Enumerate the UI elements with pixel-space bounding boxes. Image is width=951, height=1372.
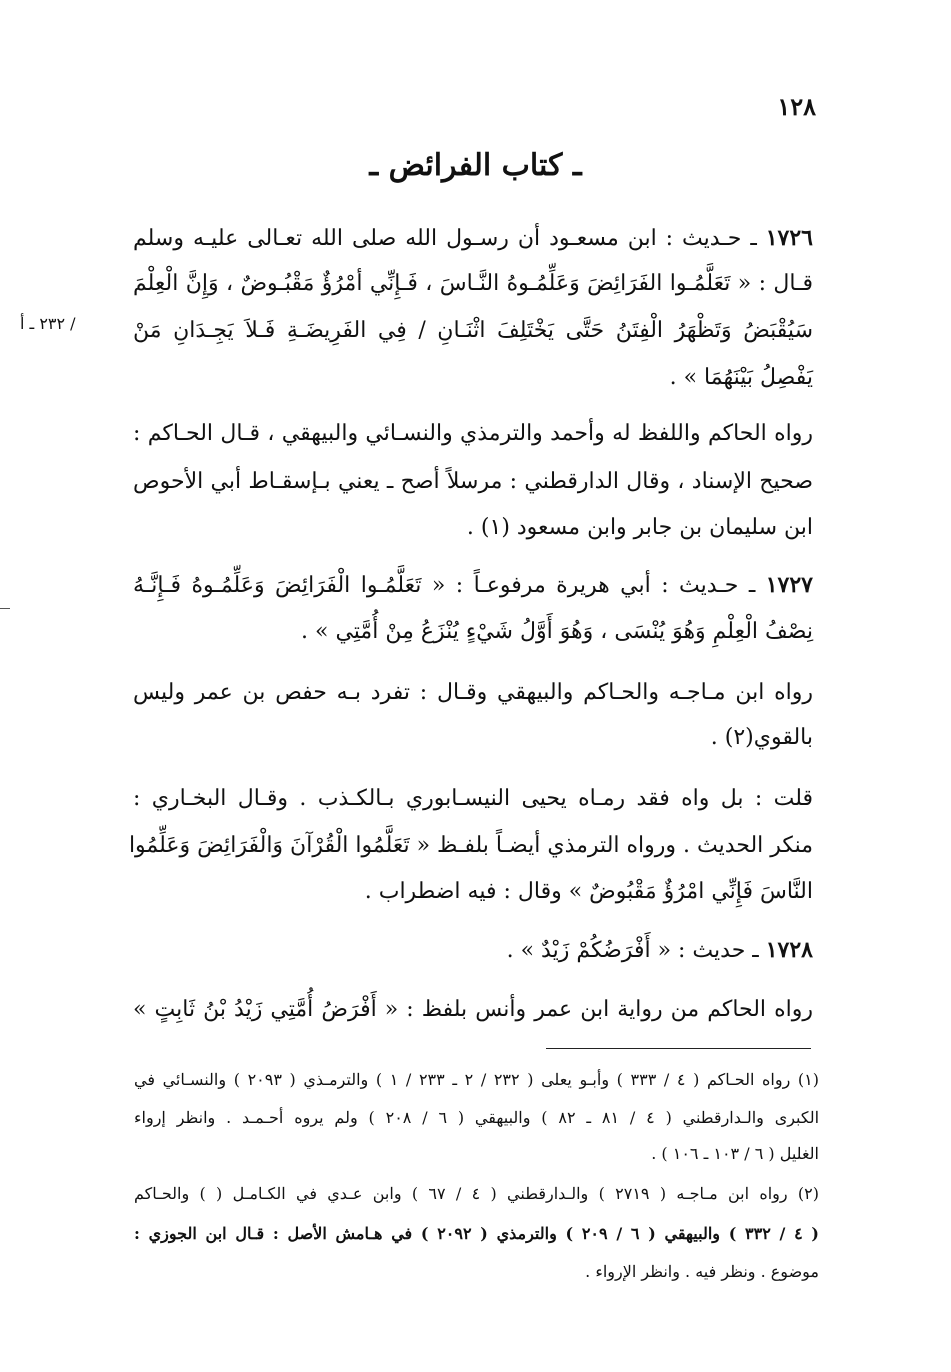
hadith-number: ١٧٢٦ — [765, 225, 813, 251]
commentary-1727-line-1: رواه ابن مـاجـه والحـاكم والبيهقي وقـال : تفرد بـه حفص بن عمر وليس — [133, 680, 813, 705]
commentary-1728-line-1: رواه الحاكم من رواية ابن عمر وأنس بلفظ : « أَفْرَضُ أُمَّتِي زَيْدُ بْنُ ثَابِتٍ » — [133, 997, 813, 1022]
page-number: ١٢٨ — [777, 92, 816, 121]
commentary-1727-line-2: بالقوي(٢) . — [710, 725, 813, 750]
hadith-1727-line-1: ١٧٢٧ ـ حـديث : أبي هريرة مرفوعـاً : « تَعَلَّمُـوا الْفَرَائِضَ وَعَلِّمُـوهُ فَـإِنَّـهُ — [133, 572, 813, 598]
hadith-1728-line-1: ١٧٢٨ ـ حديث : « أَفْرَضُكُمْ زَيْدٌ » . — [506, 937, 813, 963]
hadith-1726-line-1: ١٧٢٦ ـ حـديث : ابن مسعـود أن رسـول الله صلى الله تعـالى عليـه وسلم — [133, 225, 813, 251]
footnote-2-line-2: ( ٤ / ٣٣٢ ) والبيهقي ( ٦ / ٢٠٩ ) والترمذي ( ٢٠٩٢ ) في هـامش الأصل : قـال ابن الجوزي : — [134, 1224, 819, 1243]
footnote-1-line-3: الغليل ( ٦ / ١٠٣ ـ ١٠٦ ) . — [651, 1144, 819, 1163]
footnote-1-line-1: (١) رواه الحـاكم ( ٤ / ٣٣٣ ) وأبـو يعلى ( ٢٣٢ / ٢ ـ ٢٣٣ / ١ ) والترمـذي ( ٢٠٩٣ ) والنسـائي في — [134, 1070, 820, 1089]
hadith-1727-line-2: نِصْفُ الْعِلْمِ وَهُوَ يُنْسَى ، وَهُوَ أَوَّلُ شَيْءٍ يُنْزَعُ مِنْ أُمَّتِي » . — [301, 619, 813, 644]
footnote-divider — [546, 1048, 811, 1049]
scan-artifact-mark — [0, 608, 10, 609]
hadith-1726-line-3: سَيُقْبَضُ وَتَظْهَرُ الْفِتَنُ حَتَّى يَخْتَلِفَ اثْنَـانِ / فِي الفَرِيضَـةِ فَـلاَ يَجِـدَانِ مَنْ — [133, 318, 813, 343]
footnote-2-line-1: (٢) رواه ابن مـاجـه ( ٢٧١٩ ) والـدارقطني ( ٤ / ٦٧ ) وابن عـدي في الكـامـل ( ) والحـاكم — [134, 1184, 820, 1203]
commentary-1726-line-3: ابن سليمان بن جابر وابن مسعود (١) . — [466, 515, 813, 540]
footnote-2-line-3: موضوع . ونظر فيه . وانظر الإرواء . — [585, 1262, 819, 1281]
hadith-1726-line-4: يَفْصِلُ بَيْنَهُمَا » . — [669, 365, 813, 390]
manuscript-margin-note: / ٢٣٢ ـ أ — [20, 314, 76, 333]
commentary-1726-line-1: رواه الحاكم واللفظ له وأحمد والترمذي والنسـائي والبيهقي ، قـال الحـاكم : — [133, 421, 813, 446]
remark-line-2: منكر الحديث . ورواه الترمذي أيضـاً بلفـظ « تَعَلَّمُوا الْقُرْآنَ وَالْفَرَائِضَ وَعَلِّمُوا — [128, 833, 813, 858]
chapter-title: ـ كتاب الفرائض ـ — [369, 148, 582, 183]
hadith-number: ١٧٢٧ — [765, 572, 813, 598]
footnote-1-line-2: الكبرى والـدارقطني ( ٤ / ٨١ ـ ٨٢ ) والبيهقي ( ٦ / ٢٠٨ ) ولم يروه أحـمـد . وانظر إرواء — [134, 1108, 820, 1127]
hadith-1726-line-2: قـال : « تَعَلَّمُـوا الفَرَائِضَ وَعَلِّمُـوهُ النَّـاسَ ، فَـإِنِّي أمْرُؤٌ مَقْبُـوضٌ ، وَإِنَّ الْعِلْمَ — [133, 271, 813, 296]
remark-line-1: قلت : بل واه فقد رمـاه يحيى النيسـابوري بـالكـذب . وقـال البخـاري : — [133, 786, 813, 811]
hadith-number: ١٧٢٨ — [765, 937, 813, 963]
commentary-1726-line-2: صحيح الإسناد ، وقال الدارقطني : مرسلاً أصح ـ يعني بـإسقـاط أبي الأحوص — [133, 469, 813, 494]
remark-line-3: النَّاسَ فَإِنِّي امْرُؤٌ مَقْبُوضٌ » وقال : فيه اضطراب . — [364, 879, 813, 904]
